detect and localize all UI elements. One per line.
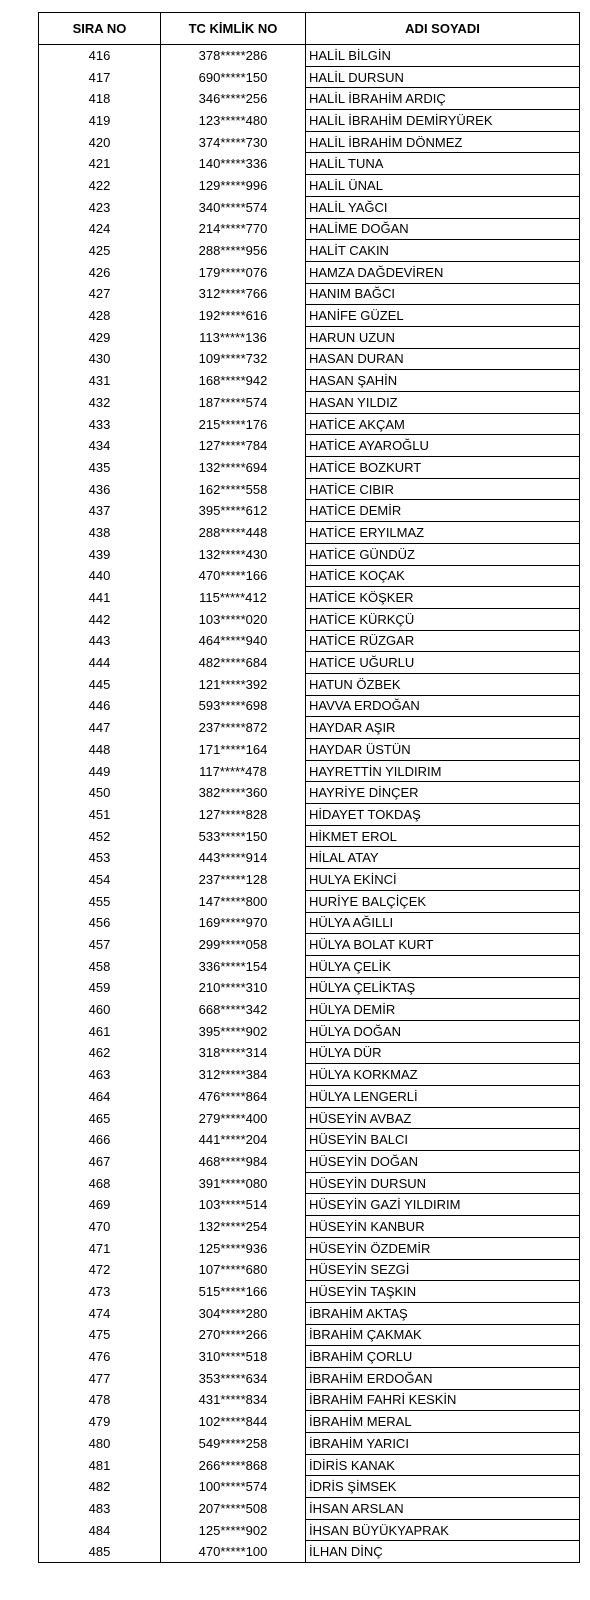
table-row <box>39 1389 580 1411</box>
tc-kimlik-no-cell: 482*****684 <box>161 652 306 674</box>
sira-no-cell: 419 <box>39 110 161 132</box>
sira-no-cell: 468 <box>39 1172 161 1194</box>
table-row <box>39 1020 580 1042</box>
table-row <box>39 348 580 370</box>
adi-soyadi-cell: HALİL ÜNAL <box>306 175 580 197</box>
sira-no-cell: 434 <box>39 435 161 457</box>
tc-kimlik-no-cell: 115*****412 <box>161 587 306 609</box>
tc-kimlik-no-cell: 237*****128 <box>161 869 306 891</box>
tc-kimlik-no-cell: 336*****154 <box>161 955 306 977</box>
table-row <box>39 695 580 717</box>
tc-kimlik-no-cell: 102*****844 <box>161 1411 306 1433</box>
tc-kimlik-no-cell: 132*****254 <box>161 1216 306 1238</box>
tc-kimlik-no-cell: 215*****176 <box>161 413 306 435</box>
sira-no-cell: 450 <box>39 782 161 804</box>
tc-kimlik-no-cell: 129*****996 <box>161 175 306 197</box>
adi-soyadi-cell: HÜSEYİN ÖZDEMİR <box>306 1237 580 1259</box>
tc-kimlik-no-cell: 549*****258 <box>161 1433 306 1455</box>
table-row <box>39 673 580 695</box>
sira-no-cell: 485 <box>39 1541 161 1563</box>
table-row <box>39 760 580 782</box>
adi-soyadi-cell: HALİL DURSUN <box>306 66 580 88</box>
tc-kimlik-no-cell: 210*****310 <box>161 977 306 999</box>
sira-no-cell: 454 <box>39 869 161 891</box>
table-row <box>39 999 580 1021</box>
sira-no-cell: 470 <box>39 1216 161 1238</box>
adi-soyadi-cell: HURİYE BALÇİÇEK <box>306 890 580 912</box>
table-row <box>39 45 580 67</box>
adi-soyadi-cell: HÜSEYİN KANBUR <box>306 1216 580 1238</box>
sira-no-cell: 478 <box>39 1389 161 1411</box>
adi-soyadi-cell: HAYDAR AŞIR <box>306 717 580 739</box>
tc-kimlik-no-cell: 310*****518 <box>161 1346 306 1368</box>
sira-no-cell: 474 <box>39 1302 161 1324</box>
table-row <box>39 890 580 912</box>
sira-no-cell: 431 <box>39 370 161 392</box>
sira-no-cell: 459 <box>39 977 161 999</box>
table-row <box>39 1237 580 1259</box>
sira-no-cell: 463 <box>39 1064 161 1086</box>
tc-kimlik-no-cell: 100*****574 <box>161 1476 306 1498</box>
adi-soyadi-cell: HAMZA DAĞDEVİREN <box>306 261 580 283</box>
sira-no-cell: 427 <box>39 283 161 305</box>
sira-no-cell: 452 <box>39 825 161 847</box>
table-row <box>39 1541 580 1563</box>
table-row <box>39 630 580 652</box>
tc-kimlik-no-cell: 690*****150 <box>161 66 306 88</box>
sira-no-cell: 420 <box>39 131 161 153</box>
adi-soyadi-cell: HATİCE KÖŞKER <box>306 587 580 609</box>
table-row <box>39 1367 580 1389</box>
adi-soyadi-cell: HATUN ÖZBEK <box>306 673 580 695</box>
table-row <box>39 977 580 999</box>
adi-soyadi-cell: HATİCE AKÇAM <box>306 413 580 435</box>
tc-kimlik-no-cell: 299*****058 <box>161 934 306 956</box>
tc-kimlik-no-cell: 103*****020 <box>161 608 306 630</box>
sira-no-cell: 455 <box>39 890 161 912</box>
table-row <box>39 1346 580 1368</box>
tc-kimlik-no-cell: 270*****266 <box>161 1324 306 1346</box>
tc-kimlik-no-cell: 470*****100 <box>161 1541 306 1563</box>
tc-kimlik-no-cell: 125*****902 <box>161 1519 306 1541</box>
adi-soyadi-cell: İDİRİS KANAK <box>306 1454 580 1476</box>
tc-kimlik-no-cell: 441*****204 <box>161 1129 306 1151</box>
list-table-container <box>38 12 580 1563</box>
sira-no-cell: 483 <box>39 1498 161 1520</box>
table-row <box>39 1411 580 1433</box>
sira-no-cell: 467 <box>39 1151 161 1173</box>
adi-soyadi-cell: HÜSEYİN DOĞAN <box>306 1151 580 1173</box>
sira-no-cell: 473 <box>39 1281 161 1303</box>
sira-no-cell: 443 <box>39 630 161 652</box>
adi-soyadi-cell: İHSAN ARSLAN <box>306 1498 580 1520</box>
adi-soyadi-cell: HASAN ŞAHİN <box>306 370 580 392</box>
adi-soyadi-cell: HÜSEYİN GAZİ YILDIRIM <box>306 1194 580 1216</box>
table-row <box>39 1324 580 1346</box>
adi-soyadi-cell: HÜSEYİN AVBAZ <box>306 1107 580 1129</box>
adi-soyadi-cell: HÜLYA ÇELİKTAŞ <box>306 977 580 999</box>
sira-no-cell: 432 <box>39 392 161 414</box>
adi-soyadi-cell: HAYRİYE DİNÇER <box>306 782 580 804</box>
sira-no-cell: 416 <box>39 45 161 67</box>
adi-soyadi-cell: HATİCE UĞURLU <box>306 652 580 674</box>
sira-no-cell: 418 <box>39 88 161 110</box>
tc-kimlik-no-cell: 113*****136 <box>161 326 306 348</box>
sira-no-cell: 426 <box>39 261 161 283</box>
tc-kimlik-no-cell: 668*****342 <box>161 999 306 1021</box>
adi-soyadi-cell: İBRAHİM ÇORLU <box>306 1346 580 1368</box>
table-row <box>39 500 580 522</box>
tc-kimlik-no-cell: 162*****558 <box>161 478 306 500</box>
table-row <box>39 1454 580 1476</box>
sira-no-cell: 480 <box>39 1433 161 1455</box>
tc-kimlik-no-cell: 288*****448 <box>161 522 306 544</box>
tc-kimlik-no-cell: 312*****766 <box>161 283 306 305</box>
table-row <box>39 1302 580 1324</box>
sira-no-cell: 475 <box>39 1324 161 1346</box>
adi-soyadi-cell: HASAN YILDIZ <box>306 392 580 414</box>
table-row <box>39 457 580 479</box>
tc-kimlik-no-cell: 192*****616 <box>161 305 306 327</box>
table-row <box>39 1151 580 1173</box>
sira-no-cell: 429 <box>39 326 161 348</box>
sira-no-cell: 458 <box>39 955 161 977</box>
table-row <box>39 305 580 327</box>
table-row <box>39 435 580 457</box>
adi-soyadi-cell: HALİL YAĞCI <box>306 196 580 218</box>
table-row <box>39 1281 580 1303</box>
adi-soyadi-cell: HÜLYA LENGERLİ <box>306 1086 580 1108</box>
sira-no-cell: 421 <box>39 153 161 175</box>
table-row <box>39 1433 580 1455</box>
table-row <box>39 392 580 414</box>
adi-soyadi-cell: HARUN UZUN <box>306 326 580 348</box>
sira-no-cell: 436 <box>39 478 161 500</box>
tc-kimlik-no-cell: 147*****800 <box>161 890 306 912</box>
sira-no-cell: 433 <box>39 413 161 435</box>
table-row <box>39 804 580 826</box>
table-row <box>39 1064 580 1086</box>
adi-soyadi-cell: İBRAHİM MERAL <box>306 1411 580 1433</box>
tc-kimlik-no-cell: 171*****164 <box>161 739 306 761</box>
adi-soyadi-cell: HÜLYA AĞILLI <box>306 912 580 934</box>
tc-kimlik-no-cell: 127*****828 <box>161 804 306 826</box>
tc-kimlik-no-cell: 279*****400 <box>161 1107 306 1129</box>
table-row <box>39 1086 580 1108</box>
adi-soyadi-cell: HASAN DURAN <box>306 348 580 370</box>
adi-soyadi-cell: HALİME DOĞAN <box>306 218 580 240</box>
adi-soyadi-cell: HAYRETTİN YILDIRIM <box>306 760 580 782</box>
adi-soyadi-cell: İBRAHİM YARICI <box>306 1433 580 1455</box>
sira-no-cell: 417 <box>39 66 161 88</box>
adi-soyadi-cell: HÜLYA BOLAT KURT <box>306 934 580 956</box>
tc-kimlik-no-cell: 533*****150 <box>161 825 306 847</box>
sira-no-cell: 465 <box>39 1107 161 1129</box>
tc-kimlik-no-cell: 127*****784 <box>161 435 306 457</box>
sira-no-cell: 472 <box>39 1259 161 1281</box>
tc-kimlik-no-cell: 140*****336 <box>161 153 306 175</box>
table-row <box>39 1172 580 1194</box>
sira-no-cell: 422 <box>39 175 161 197</box>
sira-no-cell: 446 <box>39 695 161 717</box>
table-row <box>39 131 580 153</box>
table-row <box>39 1216 580 1238</box>
adi-soyadi-cell: İBRAHİM ÇAKMAK <box>306 1324 580 1346</box>
tc-kimlik-no-cell: 168*****942 <box>161 370 306 392</box>
adi-soyadi-cell: HALİL BİLGİN <box>306 45 580 67</box>
adi-soyadi-cell: HATİCE AYAROĞLU <box>306 435 580 457</box>
tc-kimlik-no-cell: 132*****694 <box>161 457 306 479</box>
header-row <box>39 13 580 45</box>
tc-kimlik-no-cell: 464*****940 <box>161 630 306 652</box>
tc-kimlik-no-cell: 470*****166 <box>161 565 306 587</box>
table-row <box>39 1476 580 1498</box>
tc-kimlik-no-cell: 103*****514 <box>161 1194 306 1216</box>
adi-soyadi-cell: İDRİS ŞİMSEK <box>306 1476 580 1498</box>
table-row <box>39 847 580 869</box>
adi-soyadi-cell: İBRAHİM ERDOĞAN <box>306 1367 580 1389</box>
table-row <box>39 66 580 88</box>
tc-kimlik-no-cell: 214*****770 <box>161 218 306 240</box>
table-row <box>39 565 580 587</box>
adi-soyadi-cell: HULYA EKİNCİ <box>306 869 580 891</box>
table-row <box>39 1107 580 1129</box>
table-row <box>39 825 580 847</box>
tc-kimlik-no-cell: 107*****680 <box>161 1259 306 1281</box>
adi-soyadi-cell: HİLAL ATAY <box>306 847 580 869</box>
adi-soyadi-cell: HAYDAR ÜSTÜN <box>306 739 580 761</box>
column-header-adi-soyadi: ADI SOYADI <box>306 13 580 45</box>
table-row <box>39 934 580 956</box>
tc-kimlik-no-cell: 395*****902 <box>161 1020 306 1042</box>
table-row <box>39 782 580 804</box>
adi-soyadi-cell: HATİCE ERYILMAZ <box>306 522 580 544</box>
adi-soyadi-cell: HATİCE KÜRKÇÜ <box>306 608 580 630</box>
tc-kimlik-no-cell: 125*****936 <box>161 1237 306 1259</box>
tc-kimlik-no-cell: 391*****080 <box>161 1172 306 1194</box>
sira-no-cell: 440 <box>39 565 161 587</box>
table-row <box>39 1042 580 1064</box>
tc-kimlik-no-cell: 266*****868 <box>161 1454 306 1476</box>
tc-kimlik-no-cell: 169*****970 <box>161 912 306 934</box>
table-row <box>39 717 580 739</box>
tc-kimlik-no-cell: 346*****256 <box>161 88 306 110</box>
adi-soyadi-cell: HAVVA ERDOĞAN <box>306 695 580 717</box>
table-row <box>39 240 580 262</box>
table-row <box>39 1519 580 1541</box>
table-header <box>39 13 580 45</box>
adi-soyadi-cell: İBRAHİM FAHRİ KESKİN <box>306 1389 580 1411</box>
sira-no-cell: 471 <box>39 1237 161 1259</box>
adi-soyadi-cell: HALİL İBRAHİM ARDIÇ <box>306 88 580 110</box>
sira-no-cell: 428 <box>39 305 161 327</box>
sira-no-cell: 469 <box>39 1194 161 1216</box>
adi-soyadi-cell: HATİCE KOÇAK <box>306 565 580 587</box>
adi-soyadi-cell: HÜLYA DOĞAN <box>306 1020 580 1042</box>
adi-soyadi-cell: HALİL İBRAHİM DÖNMEZ <box>306 131 580 153</box>
table-row <box>39 196 580 218</box>
sira-no-cell: 449 <box>39 760 161 782</box>
table-row <box>39 153 580 175</box>
table-row <box>39 218 580 240</box>
sira-no-cell: 456 <box>39 912 161 934</box>
adi-soyadi-cell: HÜSEYİN DURSUN <box>306 1172 580 1194</box>
table-row <box>39 413 580 435</box>
table-row <box>39 283 580 305</box>
tc-kimlik-no-cell: 312*****384 <box>161 1064 306 1086</box>
sira-no-cell: 461 <box>39 1020 161 1042</box>
adi-soyadi-cell: HANIM BAĞCI <box>306 283 580 305</box>
tc-kimlik-no-cell: 187*****574 <box>161 392 306 414</box>
sira-no-cell: 448 <box>39 739 161 761</box>
tc-kimlik-no-cell: 237*****872 <box>161 717 306 739</box>
table-row <box>39 1259 580 1281</box>
sira-no-cell: 482 <box>39 1476 161 1498</box>
table-row <box>39 608 580 630</box>
tc-kimlik-no-cell: 123*****480 <box>161 110 306 132</box>
sira-no-cell: 484 <box>39 1519 161 1541</box>
table-row <box>39 261 580 283</box>
sira-no-cell: 447 <box>39 717 161 739</box>
tc-kimlik-no-cell: 431*****834 <box>161 1389 306 1411</box>
tc-kimlik-no-cell: 132*****430 <box>161 543 306 565</box>
tc-kimlik-no-cell: 382*****360 <box>161 782 306 804</box>
table-row <box>39 175 580 197</box>
adi-soyadi-cell: HALİT CAKIN <box>306 240 580 262</box>
sira-no-cell: 466 <box>39 1129 161 1151</box>
adi-soyadi-cell: İLHAN DİNÇ <box>306 1541 580 1563</box>
table-row <box>39 652 580 674</box>
adi-soyadi-cell: HİDAYET TOKDAŞ <box>306 804 580 826</box>
table-body <box>39 45 580 1563</box>
adi-soyadi-cell: HATİCE BOZKURT <box>306 457 580 479</box>
sira-no-cell: 437 <box>39 500 161 522</box>
table-row <box>39 587 580 609</box>
table-row <box>39 88 580 110</box>
tc-kimlik-no-cell: 340*****574 <box>161 196 306 218</box>
adi-soyadi-cell: HATİCE CIBIR <box>306 478 580 500</box>
adi-soyadi-cell: HÜLYA DÜR <box>306 1042 580 1064</box>
tc-kimlik-no-cell: 374*****730 <box>161 131 306 153</box>
table-row <box>39 955 580 977</box>
adi-soyadi-cell: HÜSEYİN SEZGİ <box>306 1259 580 1281</box>
adi-soyadi-cell: İHSAN BÜYÜKYAPRAK <box>306 1519 580 1541</box>
sira-no-cell: 425 <box>39 240 161 262</box>
adi-soyadi-cell: HÜSEYİN BALCI <box>306 1129 580 1151</box>
sira-no-cell: 479 <box>39 1411 161 1433</box>
table-row <box>39 326 580 348</box>
list-table <box>38 12 580 1563</box>
sira-no-cell: 462 <box>39 1042 161 1064</box>
tc-kimlik-no-cell: 179*****076 <box>161 261 306 283</box>
sira-no-cell: 451 <box>39 804 161 826</box>
tc-kimlik-no-cell: 593*****698 <box>161 695 306 717</box>
adi-soyadi-cell: HATİCE DEMİR <box>306 500 580 522</box>
sira-no-cell: 444 <box>39 652 161 674</box>
adi-soyadi-cell: HÜLYA DEMİR <box>306 999 580 1021</box>
adi-soyadi-cell: HATİCE GÜNDÜZ <box>306 543 580 565</box>
sira-no-cell: 477 <box>39 1367 161 1389</box>
table-row <box>39 1129 580 1151</box>
adi-soyadi-cell: İBRAHİM AKTAŞ <box>306 1302 580 1324</box>
table-row <box>39 912 580 934</box>
adi-soyadi-cell: HATİCE RÜZGAR <box>306 630 580 652</box>
sira-no-cell: 430 <box>39 348 161 370</box>
tc-kimlik-no-cell: 395*****612 <box>161 500 306 522</box>
table-row <box>39 370 580 392</box>
sira-no-cell: 441 <box>39 587 161 609</box>
sira-no-cell: 423 <box>39 196 161 218</box>
adi-soyadi-cell: HANİFE GÜZEL <box>306 305 580 327</box>
tc-kimlik-no-cell: 443*****914 <box>161 847 306 869</box>
sira-no-cell: 438 <box>39 522 161 544</box>
sira-no-cell: 453 <box>39 847 161 869</box>
tc-kimlik-no-cell: 318*****314 <box>161 1042 306 1064</box>
tc-kimlik-no-cell: 207*****508 <box>161 1498 306 1520</box>
table-row <box>39 110 580 132</box>
adi-soyadi-cell: HALİL İBRAHİM DEMİRYÜREK <box>306 110 580 132</box>
adi-soyadi-cell: HÜLYA KORKMAZ <box>306 1064 580 1086</box>
sira-no-cell: 424 <box>39 218 161 240</box>
sira-no-cell: 442 <box>39 608 161 630</box>
table-row <box>39 522 580 544</box>
column-header-tc-kimlik-no: TC KİMLİK NO <box>161 13 306 45</box>
adi-soyadi-cell: HİKMET EROL <box>306 825 580 847</box>
sira-no-cell: 439 <box>39 543 161 565</box>
sira-no-cell: 435 <box>39 457 161 479</box>
tc-kimlik-no-cell: 468*****984 <box>161 1151 306 1173</box>
tc-kimlik-no-cell: 109*****732 <box>161 348 306 370</box>
tc-kimlik-no-cell: 117*****478 <box>161 760 306 782</box>
sira-no-cell: 481 <box>39 1454 161 1476</box>
table-row <box>39 1194 580 1216</box>
adi-soyadi-cell: HALİL TUNA <box>306 153 580 175</box>
table-row <box>39 869 580 891</box>
sira-no-cell: 476 <box>39 1346 161 1368</box>
table-row <box>39 1498 580 1520</box>
adi-soyadi-cell: HÜSEYİN TAŞKIN <box>306 1281 580 1303</box>
sira-no-cell: 445 <box>39 673 161 695</box>
tc-kimlik-no-cell: 515*****166 <box>161 1281 306 1303</box>
sira-no-cell: 464 <box>39 1086 161 1108</box>
column-header-sira-no: SIRA NO <box>39 13 161 45</box>
sira-no-cell: 457 <box>39 934 161 956</box>
table-row <box>39 739 580 761</box>
adi-soyadi-cell: HÜLYA ÇELİK <box>306 955 580 977</box>
sira-no-cell: 460 <box>39 999 161 1021</box>
tc-kimlik-no-cell: 304*****280 <box>161 1302 306 1324</box>
tc-kimlik-no-cell: 288*****956 <box>161 240 306 262</box>
table-row <box>39 543 580 565</box>
tc-kimlik-no-cell: 378*****286 <box>161 45 306 67</box>
tc-kimlik-no-cell: 353*****634 <box>161 1367 306 1389</box>
table-row <box>39 478 580 500</box>
tc-kimlik-no-cell: 476*****864 <box>161 1086 306 1108</box>
tc-kimlik-no-cell: 121*****392 <box>161 673 306 695</box>
